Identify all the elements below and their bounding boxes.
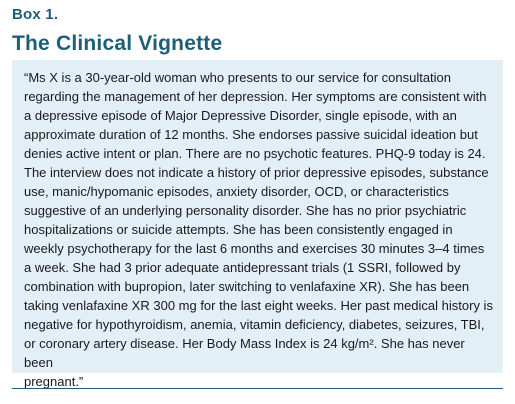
bottom-divider xyxy=(12,388,503,389)
box-title: The Clinical Vignette xyxy=(12,32,223,55)
vignette-text: “Ms X is a 30-year-old woman who presents to our service for consultation regarding the management of her depression. Her symptoms are consistent with a depressive episode of Major Depressive Disorder, single episode, with an approximate duration of 12 months. She endorses passive suicidal ideation but denies active intent or plan. There are no psychotic features. PHQ-9 today is 24. The interview does not indicate a history of prior depressive episodes, substance use, manic/hypomanic episodes, anxiety disorder, OCD, or characteristics suggestive of an underlying personality disorder. She has no prior psychiatric hospitalizations or suicide attempts. She has been consistently engaged in weekly psychotherapy for the last 6 months and exercises 30 minutes 3–4 times a week. She had 3 prior adequate antidepressant trials (1 SSRI, followed by combination with bupropion, later switching to venlafaxine XR). She has been taking venlafaxine XR 300 mg for the last eight weeks. Her past medical history is negative for hypothyroidism, anemia, vitamin deficiency, diabetes, seizures, TBI, or coronary artery disease. Her Body Mass Index is 24 kg/m². She has never been pregnant.” xyxy=(24,70,493,389)
vignette-box xyxy=(12,60,503,389)
box-label: Box 1. xyxy=(12,6,59,23)
